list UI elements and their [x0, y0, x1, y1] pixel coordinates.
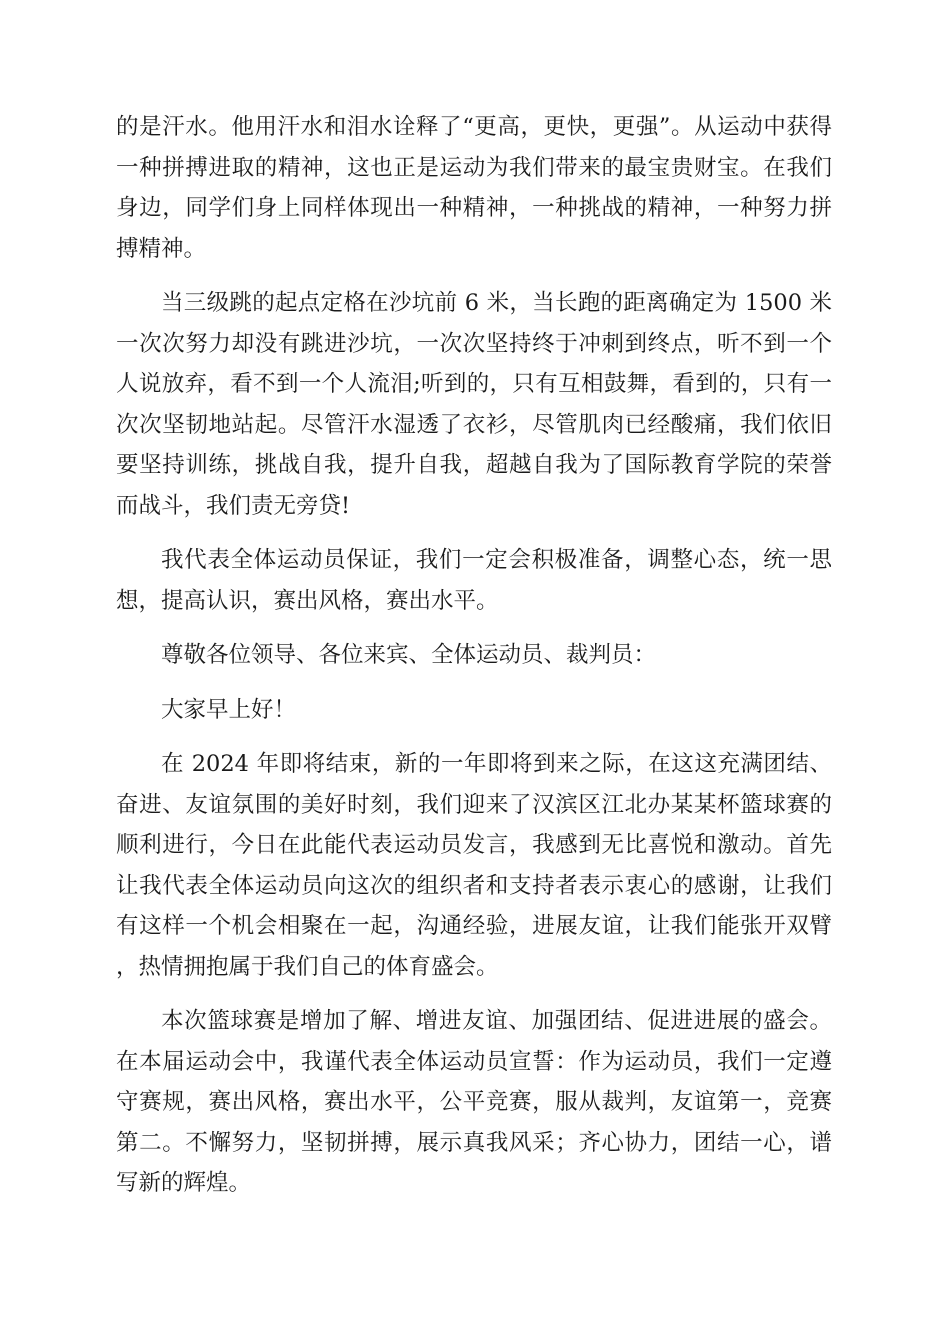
paragraph-3: 我代表全体运动员保证，我们一定会积极准备，调整心态，统一思想，提高认识，赛出风格，赛出水平。 [116, 547, 832, 614]
document-body [116, 107, 832, 1218]
paragraph-5: 本次篮球赛是增加了解、增进友谊、加强团结、促进进展的盛会。在本届运动会中，我谨代表全体运动员宣誓：作为运动员，我们一定遵守赛规，赛出风格，赛出水平，公平竞赛，服从裁判，友谊第一，竞赛第二。不懈努力，坚韧拼搏，展示真我风采；齐心协力，团结一心，谱写新的辉煌。 [116, 1008, 832, 1196]
paragraph-2: 当三级跳的起点定格在沙坑前 6 米，当长跑的距离确定为 1500 米一次次努力却没有跳进沙坑，一次次坚持终于冲刺到终点，听不到一个人说放弃，看不到一个人流泪;听到的，只有互相鼓舞，看到的，只有一次次坚韧地站起。尽管汗水湿透了衣衫，尽管肌肉已经酸痛，我们依旧要坚持训练，挑战自我，提升自我，超越自我为了国际教育学院的荣誉而战斗，我们责无旁贷! [116, 290, 832, 519]
paragraph-4: 在 2024 年即将结束，新的一年即将到来之际，在这这充满团结、奋进、友谊氛围的美好时刻，我们迎来了汉滨区江北办某某杯篮球赛的顺利进行，今日在此能代表运动员发言，我感到无比喜悦和激动。首先让我代表全体运动员向这次的组织者和支持者表示衷心的感谢，让我们有这样一个机会相聚在一起，沟通经验，进展友谊，让我们能张开双臂，热情拥抱属于我们自己的体育盛会。 [116, 751, 832, 980]
salutation: 尊敬各位领导、各位来宾、全体运动员、裁判员： [161, 642, 657, 668]
paragraph-1: 的是汗水。他用汗水和泪水诠释了“更高，更快，更强”。从运动中获得一种拼搏进取的精神，这也正是运动为我们带来的最宝贵财宝。在我们身边，同学们身上同样体现出一种精神，一种挑战的精神，一种努力拼搏精神。 [116, 114, 832, 262]
greeting: 大家早上好！ [161, 696, 297, 723]
